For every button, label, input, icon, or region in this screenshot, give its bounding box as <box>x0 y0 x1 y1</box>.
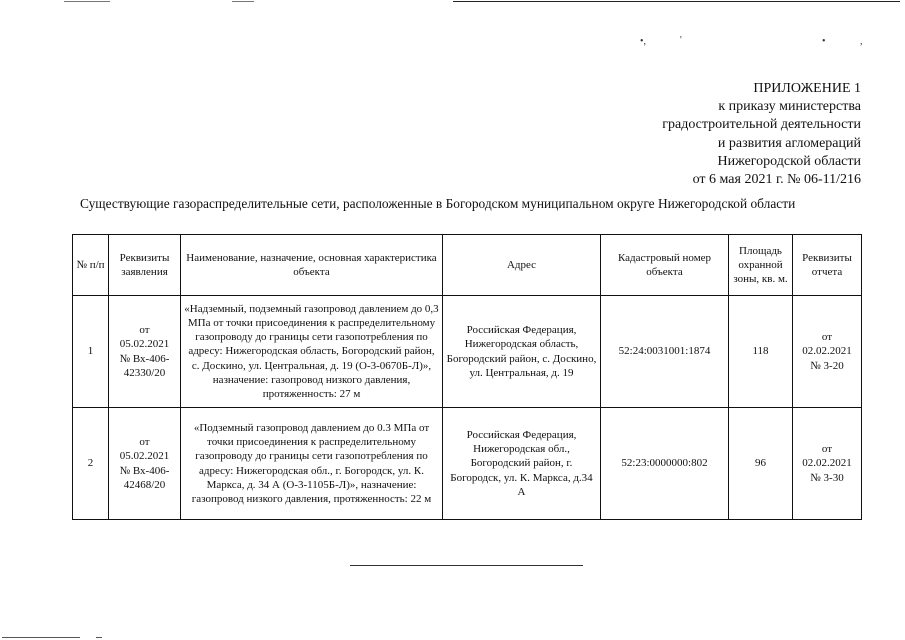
header-num: № п/п <box>73 235 109 296</box>
cell-protection-zone-area: 96 <box>729 408 793 520</box>
footer-divider <box>96 637 102 638</box>
header-address: Адрес <box>443 235 601 296</box>
cell-object-description: «Подземный газопровод давлением до 0.3 МПа от точки присоединения к распределительному газопроводу до границы сети газопотребления по адресу: Нижегородская обл., г. Богородск, ул. К. Маркса, д. 34 А (О-3-1105Б-Л)», назначение: газопровод низкого давления, протяженность: 22 м <box>181 408 443 520</box>
scan-artifact-line <box>64 1 110 2</box>
cell-address: Российская Федерация, Нижегородская область, Богородский район, с. Доскино, ул. Центральная, д. 19 <box>443 296 601 408</box>
signature-divider <box>350 565 583 566</box>
cell-num: 2 <box>73 408 109 520</box>
scan-artifact-dot: ' <box>680 35 682 46</box>
gas-networks-table <box>72 234 862 520</box>
appendix-line: градостроительной деятельности <box>662 117 861 133</box>
header-object-description: Наименование, назначение, основная характеристика объекта <box>181 235 443 296</box>
cell-address: Российская Федерация, Нижегородская обл., Богородский район, г. Богородск, ул. К. Маркса, д.34 А <box>443 408 601 520</box>
appendix-line: и развития агломераций <box>717 135 861 151</box>
scan-artifact-dot: •, <box>640 36 647 47</box>
appendix-line: Нижегородской области <box>717 153 861 169</box>
header-report-details: Реквизиты отчета <box>793 235 862 296</box>
document-title: Существующие газораспределительные сети, расположенные в Богородском муниципальном округе Нижегородской области <box>80 196 796 211</box>
cell-application-details: от 05.02.2021 № Вх-406- 42468/20 <box>109 408 181 520</box>
header-protection-zone-area: Площадь охранной зоны, кв. м. <box>729 235 793 296</box>
cell-cadastral-number: 52:24:0031001:1874 <box>601 296 729 408</box>
cell-protection-zone-area: 118 <box>729 296 793 408</box>
header-application-details: Реквизиты заявления <box>109 235 181 296</box>
table-row <box>73 296 862 408</box>
scan-artifact-line <box>453 1 900 2</box>
cell-report-details: от 02.02.2021 № 3-30 <box>793 408 862 520</box>
footer-divider <box>2 637 80 638</box>
appendix-order-line: от 6 мая 2021 г. № 06-11/216 <box>692 172 861 188</box>
appendix-title: ПРИЛОЖЕНИЕ 1 <box>753 81 861 96</box>
header-cadastral-number: Кадастровый номер объекта <box>601 235 729 296</box>
cell-object-description: «Надземный, подземный газопровод давлением до 0,3 МПа от точки присоединения к распределительному газопроводу до границы сети газопотребления по адресу: Нижегородская область, Богородский район, с. Доскино, ул. Центральная, д. 19 (О-3-0670Б-Л)», назначение: газопровод низкого давления, протяженность: 27 м <box>181 296 443 408</box>
cell-cadastral-number: 52:23:0000000:802 <box>601 408 729 520</box>
table-row <box>73 408 862 520</box>
appendix-line: к приказу министерства <box>718 99 861 115</box>
cell-report-details: от 02.02.2021 № 3-20 <box>793 296 862 408</box>
table-header-row <box>73 235 862 296</box>
scan-artifact-dot: • <box>822 36 826 47</box>
scan-artifact-dot: , <box>860 36 863 47</box>
scan-artifact-line <box>232 1 254 2</box>
appendix-header <box>601 80 861 189</box>
cell-application-details: от 05.02.2021 № Вх-406- 42330/20 <box>109 296 181 408</box>
cell-num: 1 <box>73 296 109 408</box>
